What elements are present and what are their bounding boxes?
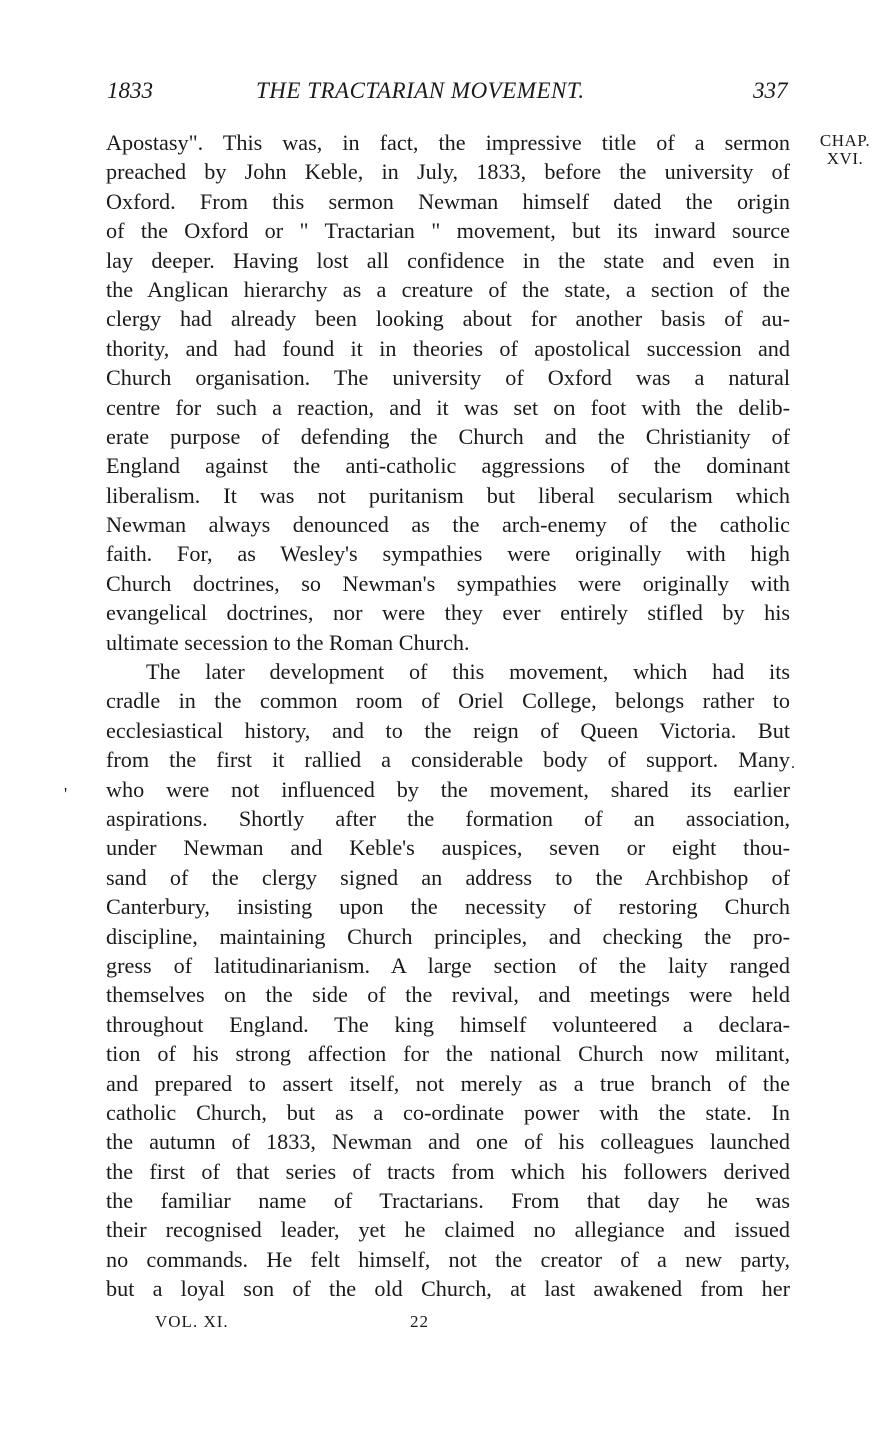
- running-header: [0, 78, 891, 112]
- text-line: the first of that series of tracts from which his followers derived: [106, 1158, 790, 1184]
- text-line: catholic Church, but as a co-ordinate power with the state. In: [106, 1099, 790, 1125]
- text-line: clergy had already been looking about for another basis of au-: [106, 306, 790, 332]
- text-line: gress of latitudinarianism. A large section of the laity ranged: [106, 952, 790, 978]
- text-line: themselves on the side of the revival, and meetings were held: [106, 982, 790, 1008]
- text-line: England against the anti-catholic aggressions of the dominant: [106, 453, 790, 479]
- text-line: but a loyal son of the old Church, at last awakened from her: [106, 1276, 790, 1302]
- text-line: no commands. He felt himself, not the creator of a new party,: [106, 1246, 790, 1272]
- volume-mark: VOL. XI.: [155, 1312, 229, 1331]
- text-line: the Anglican hierarchy as a creature of the state, a section of the: [106, 276, 790, 302]
- chapter-margin-note: [801, 132, 889, 168]
- text-line: evangelical doctrines, nor were they ever entirely stifled by his: [106, 600, 790, 626]
- text-line: aspirations. Shortly after the formation of an association,: [106, 805, 790, 831]
- text-line: The later development of this movement, which had its: [146, 659, 790, 685]
- text-line: under Newman and Keble's auspices, seven or eight thou-: [106, 835, 790, 861]
- text-line: Newman always denounced as the arch-enemy of the catholic: [106, 512, 790, 538]
- text-line: Church doctrines, so Newman's sympathies were originally with: [106, 570, 790, 596]
- text-line: ultimate secession to the Roman Church.: [106, 629, 470, 655]
- text-line: faith. For, as Wesley's sympathies were originally with high: [106, 541, 790, 567]
- text-line: cradle in the common room of Oriel College, belongs rather to: [106, 688, 790, 714]
- signature-mark: 22: [410, 1312, 429, 1331]
- text-line: discipline, maintaining Church principles, and checking the pro-: [106, 923, 790, 949]
- margin-note-number: XVI.: [826, 149, 864, 168]
- text-line: from the first it rallied a considerable body of support. Many: [106, 747, 790, 773]
- header-year: 1833: [107, 78, 153, 103]
- text-line: their recognised leader, yet he claimed no allegiance and issued: [106, 1217, 790, 1243]
- header-title: THE TRACTARIAN MOVEMENT.: [256, 78, 585, 103]
- text-line: ecclesiastical history, and to the reign of Queen Victoria. But: [106, 717, 790, 743]
- text-line: centre for such a reaction, and it was set on foot with the delib-: [106, 394, 790, 420]
- text-line: throughout England. The king himself volunteered a declara-: [106, 1011, 790, 1037]
- body-text: [106, 128, 790, 1304]
- text-line: who were not influenced by the movement, shared its earlier: [106, 776, 790, 802]
- text-line: of the Oxford or " Tractarian " movement, but its inward source: [106, 218, 790, 244]
- margin-mark-left: ': [64, 784, 68, 804]
- text-line: the familiar name of Tractarians. From that day he was: [106, 1188, 790, 1214]
- text-line: Apostasy". This was, in fact, the impressive title of a sermon: [106, 130, 790, 155]
- page-number: 337: [753, 78, 788, 103]
- text-line: the autumn of 1833, Newman and one of his colleagues launched: [106, 1129, 790, 1155]
- margin-note-chap: CHAP.: [819, 131, 871, 150]
- margin-mark-right: .: [791, 755, 795, 772]
- text-line: Oxford. From this sermon Newman himself dated the origin: [106, 188, 790, 214]
- text-line: lay deeper. Having lost all confidence in the state and even in: [106, 247, 790, 273]
- paragraph-1: [106, 128, 790, 657]
- text-line: and prepared to assert itself, not merely as a true branch of the: [106, 1070, 790, 1096]
- text-line: Church organisation. The university of Oxford was a natural: [106, 365, 790, 391]
- text-line: liberalism. It was not puritanism but liberal secularism which: [106, 482, 790, 508]
- paragraph-2: [106, 657, 790, 1304]
- text-line: erate purpose of defending the Church and the Christianity of: [106, 423, 790, 449]
- text-line: tion of his strong affection for the national Church now militant,: [106, 1041, 790, 1067]
- text-line: thority, and had found it in theories of apostolical succession and: [106, 335, 790, 361]
- text-line: sand of the clergy signed an address to the Archbishop of: [106, 864, 790, 890]
- text-line: preached by John Keble, in July, 1833, before the university of: [106, 159, 790, 185]
- text-line: Canterbury, insisting upon the necessity of restoring Church: [106, 894, 790, 920]
